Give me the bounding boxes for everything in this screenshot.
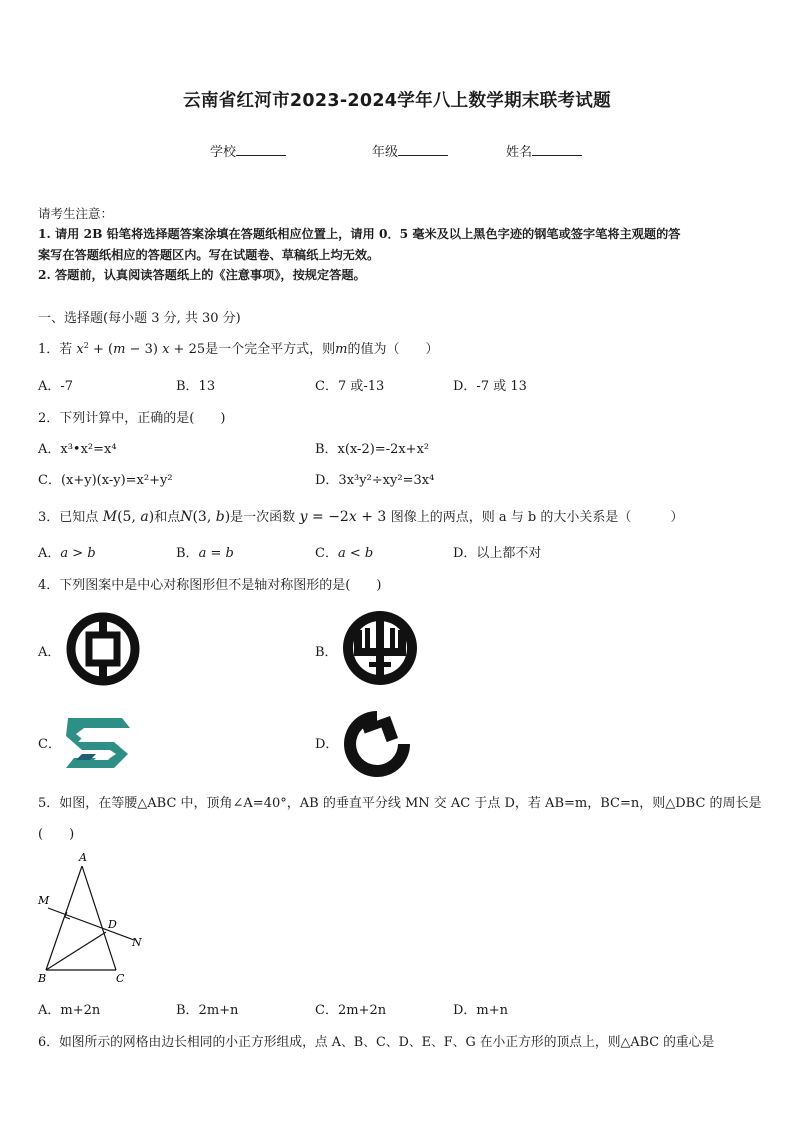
q4-option-d-label[interactable]: D． (315, 737, 339, 752)
q2-option-a[interactable]: A．x³•x²=x⁴ (38, 442, 117, 457)
q5-option-a[interactable]: A．m+2n (38, 1003, 101, 1018)
q2-option-d[interactable]: D．3x³y²÷xy²=3x⁴ (315, 473, 435, 488)
q3-text-1: 和点 (154, 510, 181, 525)
q1-number: 1．若 (38, 342, 73, 357)
q3-point-m: M(5, a) (102, 509, 155, 525)
q4-option-c-label[interactable]: C． (38, 737, 61, 752)
q3-option-b[interactable]: B．a = b (176, 546, 234, 561)
school-blank[interactable] (236, 143, 286, 156)
q5-option-b[interactable]: B．2m+n (176, 1003, 239, 1018)
q3-point-n: N(3, b) (180, 509, 231, 525)
notice-line-1a: 1. 请用 2B 铅笔将选择题答案涂填在答题纸相应位置上，请用 0．5 毫米及以上黑色字迹的钢笔或签字笔将主观题的答 (38, 227, 681, 241)
notice-heading: 请考生注意： (38, 206, 114, 221)
q4-option-a-label[interactable]: A． (38, 645, 61, 660)
q2-option-b[interactable]: B．x(x-2)=-2x+x² (315, 442, 430, 457)
question-1 (38, 338, 438, 357)
point-d-label: D (108, 918, 117, 931)
q1-expression: $x^2 + (m - 3) x + 25$ (76, 341, 206, 357)
vertex-c-label: C (116, 972, 125, 985)
triangle-figure (34, 846, 154, 988)
square-ring-emblem-icon[interactable] (340, 708, 414, 778)
question-2: 2．下列计算中，正确的是( ) (38, 411, 226, 426)
q3-option-c[interactable]: C．a < b (315, 546, 374, 561)
q1-option-d[interactable]: D．-7 或 13 (453, 379, 527, 394)
section-heading: 一、选择题(每小题 3 分, 共 30 分) (38, 311, 241, 326)
question-3 (38, 506, 683, 525)
vertex-b-label: B (38, 972, 47, 985)
q1-text: 是一个完全平方式，则 (205, 342, 336, 357)
q1-option-c[interactable]: C．7 或-13 (315, 379, 385, 394)
q1-variable: m (335, 342, 348, 357)
notice-line-2: 2. 答题前，认真阅读答题纸上的《注意事项》，按规定答题。 (38, 268, 366, 282)
q3-text-2: 是一次函数 (230, 510, 296, 525)
name-label: 姓名 (506, 145, 533, 160)
s-shaped-emblem-icon[interactable] (62, 714, 134, 772)
wheat-emblem-icon[interactable] (340, 608, 420, 688)
vertex-a-label: A (79, 851, 87, 864)
question-4: 4．下列图案中是中心对称图形但不是轴对称图形的是( ) (38, 578, 382, 593)
q3-option-a[interactable]: A．a > b (38, 546, 96, 561)
school-field[interactable] (210, 141, 286, 160)
page-title: 云南省红河市2023-2024学年八上数学期末联考试题 (183, 91, 611, 111)
point-m-label: M (38, 894, 50, 907)
question-6: 6．如图所示的网格由边长相同的小正方形组成，点 A、B、C、D、E、F、G 在小正方形的顶点上，则△ABC 的重心是 (38, 1035, 715, 1050)
grade-label: 年级 (372, 145, 399, 160)
q3-text-3: 图像上的两点，则 a 与 b 的大小关系是（ ） (390, 510, 684, 525)
name-blank[interactable] (532, 143, 582, 156)
q5-paren: ( ) (38, 827, 75, 842)
q2-option-c[interactable]: C．(x+y)(x-y)=x²+y² (38, 473, 173, 488)
name-field[interactable] (506, 141, 582, 160)
q5-option-c[interactable]: C．2m+2n (315, 1003, 387, 1018)
q3-option-d[interactable]: D．以上都不对 (453, 546, 542, 561)
q1-option-a[interactable]: A．-7 (38, 379, 74, 394)
q1-option-b[interactable]: B．13 (176, 379, 216, 394)
q5-option-d[interactable]: D．m+n (453, 1003, 509, 1018)
coin-symbol-icon[interactable] (64, 610, 142, 688)
q3-number: 3．已知点 (38, 510, 99, 525)
q4-option-b-label[interactable]: B． (315, 645, 338, 660)
grade-field[interactable] (372, 141, 448, 160)
q3-function: y = −2x + 3 (299, 509, 391, 525)
grade-blank[interactable] (398, 143, 448, 156)
point-n-label: N (132, 936, 142, 949)
q1-text-end: 的值为（ ） (347, 342, 439, 357)
school-label: 学校 (210, 145, 237, 160)
notice-line-1b: 案写在答题纸相应的答题区内。写在试题卷、草稿纸上均无效。 (38, 248, 380, 262)
question-5: 5．如图，在等腰△ABC 中，顶角∠A=40°，AB 的垂直平分线 MN 交 AC 于点 D，若 AB=m，BC=n，则△DBC 的周长是 (38, 796, 762, 811)
